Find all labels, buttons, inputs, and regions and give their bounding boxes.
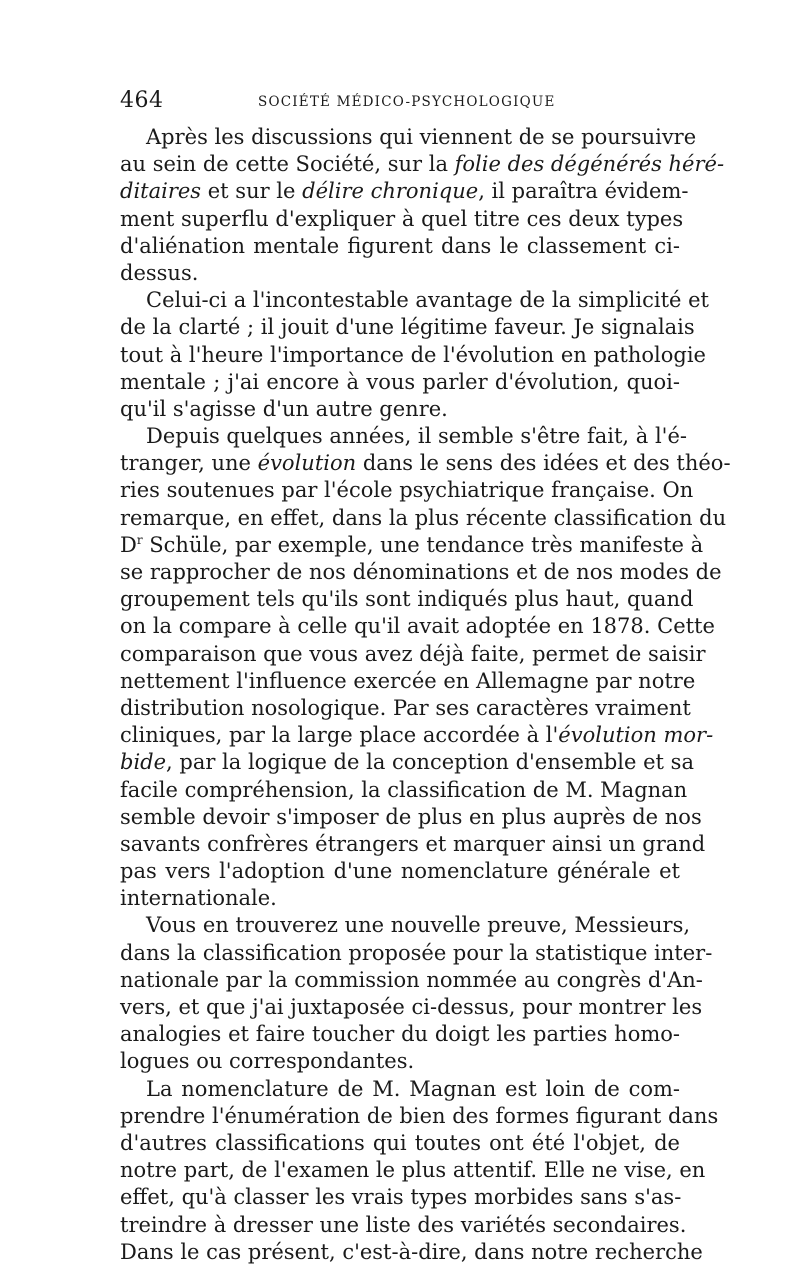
text-span: , il paraîtra évidem- (478, 179, 689, 204)
text-line (120, 994, 703, 1021)
text-line (120, 178, 689, 205)
text-span: tout à l'heure l'importance de l'évolution en pathologie (120, 342, 706, 367)
text-span: distribution nosologique. Par ses caractères vraiment (120, 695, 691, 720)
text-span: comparaison que vous avez déjà faite, permet de saisir (120, 641, 706, 666)
paragraph-first-line (120, 287, 709, 314)
text-line (120, 505, 727, 532)
text-line (120, 1048, 680, 1075)
page-header (120, 88, 680, 118)
text-span: D (120, 532, 137, 557)
text-span: dans la classification proposée pour la statistique inter- (120, 940, 713, 965)
text-span: et sur le (201, 179, 303, 204)
italic-text: évolution mor- (558, 723, 714, 748)
body-text (120, 124, 731, 1266)
text-line (120, 695, 691, 722)
text-span: dessus. (120, 260, 199, 285)
text-span: savants confrères étrangers et marquer ainsi un grand (120, 831, 706, 856)
text-span: qu'il s'agisse d'un autre genre. (120, 396, 448, 421)
text-line (120, 342, 706, 369)
text-line (120, 777, 688, 804)
text-span: tranger, une (120, 451, 258, 476)
text-span: nettement l'influence exercée en Allemagne par notre (120, 668, 696, 693)
text-line (120, 641, 706, 668)
text-span: pas vers l'adoption d'une nomenclature générale et (120, 859, 680, 884)
text-line (120, 1157, 706, 1184)
text-span: on la compare à celle qu'il avait adoptée en 1878. Cette (120, 614, 715, 639)
text-line (120, 749, 694, 776)
text-span: notre part, de l'examen le plus attentif. Elle ne vise, en (120, 1158, 706, 1183)
italic-text: évolution (257, 451, 357, 476)
text-line (120, 586, 694, 613)
text-span: de la clarté ; il jouit d'une légitime faveur. Je signalais (120, 315, 695, 340)
text-line (120, 940, 713, 967)
page-number: 464 (120, 88, 164, 113)
text-line (120, 151, 725, 178)
text-span: Dans le cas présent, c'est-à-dire, dans notre recherche (120, 1239, 703, 1264)
text-line (120, 369, 680, 396)
text-span: ment superflu d'expliquer à quel titre ces deux types (120, 206, 684, 231)
text-span: Vous en trouverez une nouvelle preuve, Messieurs, (146, 913, 691, 938)
text-line (120, 206, 684, 233)
text-line (120, 1212, 687, 1239)
text-line (120, 858, 680, 885)
text-line (120, 804, 702, 831)
italic-text: délire chronique (302, 179, 479, 204)
text-span: d'aliénation mentale figurent dans le classement ci- (120, 233, 680, 258)
italic-text: bide (120, 750, 167, 775)
text-span: facile compréhension, la classification de M. Magnan (120, 777, 688, 802)
text-line (120, 559, 722, 586)
paragraph-first-line (120, 124, 697, 151)
text-span: Après les discussions qui viennent de se poursuivre (146, 125, 697, 149)
text-line (120, 967, 703, 994)
text-span: nationale par la commission nommée au congrès d'An- (120, 967, 703, 992)
text-line (120, 668, 696, 695)
text-line (120, 532, 704, 559)
text-line (120, 885, 680, 912)
text-span: Schüle, par exemple, une tendance très manifeste à (142, 532, 704, 557)
text-span: ries soutenues par l'école psychiatrique française. On (120, 478, 694, 503)
text-span: d'autres classifications qui toutes ont été l'objet, de (120, 1130, 680, 1155)
text-span: mentale ; j'ai encore à vous parler d'évolution, quoi- (120, 369, 680, 394)
italic-text: ditaires (120, 179, 202, 204)
text-line (120, 613, 715, 640)
text-span: groupement tels qu'ils sont indiqués plus haut, quand (120, 587, 694, 612)
text-line (120, 396, 680, 423)
text-line (120, 1103, 719, 1130)
text-line (120, 450, 731, 477)
text-span: La nomenclature de M. Magnan est loin de com- (146, 1076, 680, 1101)
text-line (120, 722, 714, 749)
text-span: semble devoir s'imposer de plus en plus auprès de nos (120, 804, 702, 829)
text-span: analogies et faire toucher du doigt les parties homo- (120, 1022, 680, 1047)
text-line (120, 1021, 680, 1048)
text-span: dans le sens des idées et des théo- (356, 451, 731, 476)
text-span: cliniques, par la large place accordée à l' (120, 723, 559, 748)
text-span: remarque, en effet, dans la plus récente classification du (120, 505, 727, 530)
paragraph-first-line (120, 912, 691, 939)
text-span: au sein de cette Société, sur la (120, 152, 455, 177)
text-span: internationale. (120, 886, 277, 911)
text-span: treindre à dresser une liste des variétés secondaires. (120, 1212, 687, 1237)
text-line (120, 233, 680, 260)
paragraph-first-line (120, 1076, 680, 1103)
running-head: SOCIÉTÉ MÉDICO-PSYCHOLOGIQUE (258, 94, 556, 110)
text-span: Celui-ci a l'incontestable avantage de la simplicité et (146, 288, 709, 313)
paragraph-first-line (120, 423, 687, 450)
text-span: logues ou correspondantes. (120, 1049, 415, 1074)
text-span: se rapprocher de nos dénominations et de nos modes de (120, 560, 722, 584)
text-span: Depuis quelques années, il semble s'être fait, à l'é- (146, 424, 687, 449)
text-span: vers, et que j'ai juxtaposée ci-dessus, pour montrer les (120, 995, 703, 1019)
text-line (120, 314, 695, 341)
text-line (120, 260, 680, 287)
text-span: , par la logique de la conception d'ensemble et sa (166, 750, 694, 775)
text-line (120, 831, 706, 858)
text-line (120, 1130, 680, 1157)
superscript-text: r (136, 532, 143, 547)
text-span: effet, qu'à classer les vrais types morbides sans s'as- (120, 1185, 682, 1210)
text-line (120, 1184, 680, 1211)
italic-text: folie des dégénérés héré- (454, 152, 725, 177)
text-span: prendre l'énumération de bien des formes figurant dans (120, 1103, 719, 1128)
text-line (120, 477, 694, 504)
text-line (120, 1239, 703, 1266)
